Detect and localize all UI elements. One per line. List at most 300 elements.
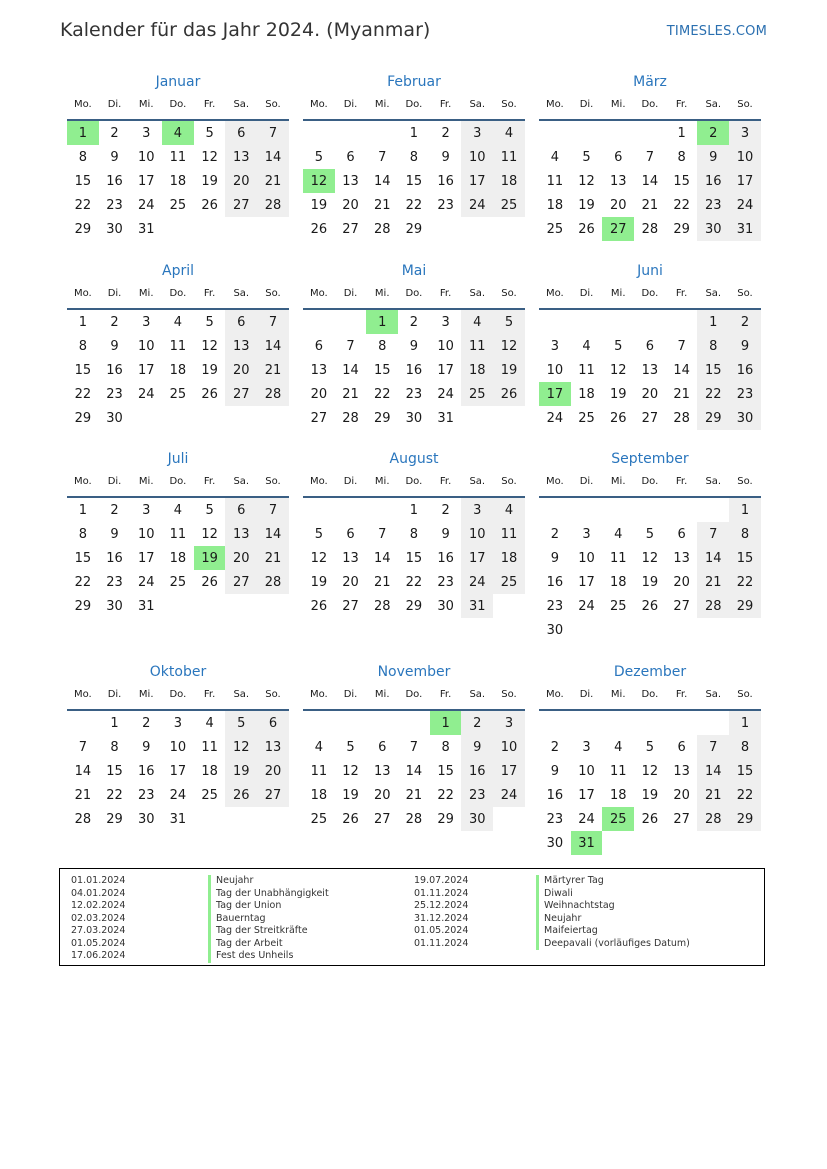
day-grid xyxy=(303,498,525,618)
day-cell: 4 xyxy=(614,739,623,755)
weekday-label: Di. xyxy=(579,288,594,299)
brand-link[interactable]: TIMESLES.COM xyxy=(666,24,767,39)
day-cell: 22 xyxy=(673,197,690,213)
month-title: Januar xyxy=(155,74,201,90)
month-mai xyxy=(303,260,525,430)
day-cell: 27 xyxy=(342,221,359,237)
empty-cell xyxy=(303,498,335,522)
empty-cell xyxy=(335,121,367,145)
holiday-dates-right xyxy=(414,875,468,950)
day-cell: 9 xyxy=(441,149,450,165)
day-cell: 20 xyxy=(673,574,690,590)
day-cell: 28 xyxy=(257,382,289,406)
empty-cell xyxy=(571,498,603,522)
empty-cell xyxy=(571,121,603,145)
day-cell: 22 xyxy=(405,197,423,213)
day-cell: 31 xyxy=(137,221,155,237)
day-cell: 3 xyxy=(142,502,151,518)
day-cell: 20 xyxy=(225,546,257,570)
holiday-day-cell: 1 xyxy=(430,711,462,735)
day-cell: 21 xyxy=(405,787,423,803)
day-cell: 10 xyxy=(578,550,595,566)
day-cell: 24 xyxy=(578,598,595,614)
day-cell: 7 xyxy=(257,498,289,522)
day-cell: 30 xyxy=(106,410,123,426)
day-cell: 15 xyxy=(373,362,391,378)
day-cell: 24 xyxy=(137,197,155,213)
weekday-header xyxy=(67,282,289,310)
day-cell: 14 xyxy=(257,145,289,169)
weekday-label: Fr. xyxy=(203,288,216,299)
empty-cell xyxy=(398,711,430,735)
day-cell: 16 xyxy=(106,550,123,566)
day-cell: 22 xyxy=(729,783,761,807)
day-cell: 19 xyxy=(641,574,659,590)
day-cell: 20 xyxy=(641,386,659,402)
day-cell: 2 xyxy=(110,502,119,518)
weekday-label: Sa. xyxy=(705,288,722,299)
day-cell: 23 xyxy=(546,598,564,614)
day-cell: 6 xyxy=(677,526,686,542)
day-cell: 29 xyxy=(729,807,761,831)
day-grid xyxy=(539,498,761,642)
day-cell: 26 xyxy=(310,221,328,237)
weekday-label: Mi. xyxy=(374,689,390,700)
holiday-name: Diwali xyxy=(536,888,690,901)
day-grid xyxy=(303,711,525,831)
weekday-label: Do. xyxy=(169,689,187,700)
weekday-label: So. xyxy=(501,99,517,110)
weekday-header xyxy=(67,470,289,498)
day-cell: 2 xyxy=(550,739,559,755)
holiday-name: Tag der Unabhängigkeit xyxy=(208,888,329,901)
day-cell: 19 xyxy=(493,358,525,382)
holiday-date: 02.03.2024 xyxy=(71,912,126,924)
day-cell: 1 xyxy=(729,498,761,522)
day-cell: 31 xyxy=(437,410,454,426)
weekday-label: Mi. xyxy=(610,99,626,110)
day-cell: 15 xyxy=(405,173,423,189)
holiday-date: 01.11.2024 xyxy=(414,887,469,899)
day-cell: 7 xyxy=(677,338,686,354)
day-cell: 3 xyxy=(729,121,761,145)
day-cell: 12 xyxy=(342,763,359,779)
empty-cell xyxy=(697,498,729,522)
weekday-label: So. xyxy=(501,288,517,299)
day-cell: 4 xyxy=(461,310,493,334)
weekday-label: Fr. xyxy=(675,689,688,700)
weekday-label: Fr. xyxy=(439,689,452,700)
day-cell: 20 xyxy=(673,787,690,803)
day-cell: 23 xyxy=(106,197,123,213)
day-cell: 23 xyxy=(697,193,729,217)
day-cell: 13 xyxy=(225,522,257,546)
day-cell: 4 xyxy=(173,314,183,330)
day-cell: 13 xyxy=(609,173,627,189)
day-cell: 23 xyxy=(106,386,123,402)
holiday-date: 01.11.2024 xyxy=(414,937,469,949)
weekday-label: Fr. xyxy=(439,99,452,110)
weekday-label: Mi. xyxy=(138,689,154,700)
day-cell: 9 xyxy=(461,735,493,759)
day-cell: 10 xyxy=(137,338,155,354)
day-cell: 29 xyxy=(673,221,690,237)
day-cell: 1 xyxy=(729,711,761,735)
day-grid xyxy=(539,121,761,241)
day-cell: 10 xyxy=(137,149,155,165)
day-cell: 14 xyxy=(257,522,289,546)
day-cell: 23 xyxy=(106,574,123,590)
month-title: Juli xyxy=(167,451,189,467)
day-cell: 2 xyxy=(110,125,119,141)
day-cell: 10 xyxy=(493,735,525,759)
empty-cell xyxy=(366,498,398,522)
empty-cell xyxy=(539,310,571,334)
day-cell: 12 xyxy=(310,550,328,566)
holiday-date: 12.02.2024 xyxy=(71,900,126,911)
weekday-label: Mo. xyxy=(309,689,328,700)
month-märz xyxy=(539,71,761,241)
day-cell: 10 xyxy=(137,526,155,542)
day-cell: 6 xyxy=(378,739,387,755)
day-cell: 23 xyxy=(546,811,564,827)
holiday-date: 27.03.2024 xyxy=(71,925,126,936)
day-cell: 17 xyxy=(169,763,187,779)
day-cell: 4 xyxy=(582,338,591,354)
day-cell: 18 xyxy=(493,546,525,570)
weekday-label: Mi. xyxy=(610,689,626,700)
weekday-label: Sa. xyxy=(233,476,250,487)
day-cell: 22 xyxy=(373,386,391,402)
day-cell: 5 xyxy=(614,338,623,354)
day-cell: 26 xyxy=(342,811,359,827)
day-cell: 28 xyxy=(342,410,359,426)
day-cell: 25 xyxy=(493,193,525,217)
day-cell: 22 xyxy=(74,386,92,402)
day-cell: 21 xyxy=(373,197,391,213)
weekday-label: Di. xyxy=(579,689,594,700)
month-februar xyxy=(303,71,525,241)
weekday-label: Mi. xyxy=(138,288,154,299)
weekday-label: Sa. xyxy=(705,476,722,487)
day-cell: 26 xyxy=(641,598,659,614)
day-cell: 13 xyxy=(342,550,359,566)
weekday-label: Do. xyxy=(405,476,423,487)
weekday-label: Fr. xyxy=(203,99,216,110)
day-cell: 11 xyxy=(493,145,525,169)
holiday-day-cell: 4 xyxy=(162,121,194,145)
weekday-label: So. xyxy=(265,99,281,110)
day-cell: 8 xyxy=(729,522,761,546)
day-cell: 16 xyxy=(729,358,761,382)
day-cell: 9 xyxy=(729,334,761,358)
day-cell: 11 xyxy=(609,550,627,566)
day-cell: 30 xyxy=(106,221,123,237)
holiday-date: 01.05.2024 xyxy=(414,925,469,936)
day-cell: 26 xyxy=(641,811,659,827)
day-cell: 6 xyxy=(346,526,355,542)
empty-cell xyxy=(602,310,634,334)
day-cell: 6 xyxy=(225,498,257,522)
day-cell: 24 xyxy=(493,783,525,807)
weekday-label: Sa. xyxy=(705,99,722,110)
day-cell: 13 xyxy=(225,145,257,169)
holiday-day-cell: 17 xyxy=(539,382,571,406)
day-cell: 1 xyxy=(677,125,686,141)
day-cell: 13 xyxy=(342,173,359,189)
empty-cell xyxy=(366,121,398,145)
day-cell: 21 xyxy=(342,386,359,402)
weekday-label: Sa. xyxy=(233,99,250,110)
day-cell: 10 xyxy=(461,522,493,546)
day-cell: 25 xyxy=(461,382,493,406)
day-cell: 23 xyxy=(137,787,155,803)
day-cell: 25 xyxy=(201,787,218,803)
day-cell: 30 xyxy=(437,598,454,614)
empty-cell xyxy=(634,711,666,735)
day-cell: 15 xyxy=(437,763,454,779)
weekday-label: Do. xyxy=(169,476,187,487)
month-title: Oktober xyxy=(149,664,207,680)
weekday-header xyxy=(303,470,525,498)
day-grid xyxy=(67,310,289,430)
holiday-name: Märtyrer Tag xyxy=(536,875,690,888)
day-cell: 20 xyxy=(225,169,257,193)
day-cell: 6 xyxy=(346,149,355,165)
day-grid xyxy=(67,711,289,831)
day-cell: 3 xyxy=(493,711,525,735)
day-cell: 11 xyxy=(201,739,218,755)
day-cell: 28 xyxy=(641,221,659,237)
day-cell: 9 xyxy=(550,763,559,779)
day-grid xyxy=(539,711,761,855)
weekday-label: Mi. xyxy=(374,288,390,299)
holiday-date: 19.07.2024 xyxy=(414,875,469,886)
empty-cell xyxy=(539,121,571,145)
day-cell: 25 xyxy=(169,197,187,213)
day-cell: 9 xyxy=(441,526,450,542)
day-cell: 13 xyxy=(257,735,289,759)
month-title: April xyxy=(162,263,194,279)
weekday-label: Do. xyxy=(641,99,659,110)
weekday-label: Sa. xyxy=(469,476,486,487)
day-cell: 21 xyxy=(673,386,690,402)
day-cell: 26 xyxy=(225,783,257,807)
day-cell: 5 xyxy=(645,526,655,542)
empty-cell xyxy=(539,711,571,735)
day-cell: 25 xyxy=(609,598,627,614)
day-cell: 15 xyxy=(697,358,729,382)
day-cell: 1 xyxy=(78,502,87,518)
weekday-label: Do. xyxy=(169,288,187,299)
day-cell: 3 xyxy=(550,338,559,354)
day-cell: 16 xyxy=(106,362,123,378)
day-cell: 8 xyxy=(729,735,761,759)
day-cell: 7 xyxy=(697,522,729,546)
day-cell: 4 xyxy=(314,739,323,755)
day-grid xyxy=(539,310,761,430)
month-oktober xyxy=(67,661,289,831)
day-grid xyxy=(303,310,525,430)
day-cell: 14 xyxy=(697,759,729,783)
weekday-label: Mo. xyxy=(309,476,328,487)
month-juni xyxy=(539,260,761,430)
day-cell: 16 xyxy=(405,362,423,378)
day-cell: 15 xyxy=(729,759,761,783)
empty-cell xyxy=(335,310,367,334)
day-cell: 18 xyxy=(609,574,627,590)
day-cell: 16 xyxy=(461,759,493,783)
empty-cell xyxy=(666,498,698,522)
day-cell: 18 xyxy=(169,173,187,189)
weekday-label: Mi. xyxy=(138,476,154,487)
weekday-label: Mo. xyxy=(545,288,564,299)
day-cell: 8 xyxy=(677,149,686,165)
day-cell: 6 xyxy=(225,121,257,145)
day-cell: 18 xyxy=(461,358,493,382)
weekday-label: So. xyxy=(265,476,281,487)
day-cell: 30 xyxy=(729,406,761,430)
weekday-label: Fr. xyxy=(203,689,216,700)
weekday-label: Mo. xyxy=(73,99,92,110)
weekday-label: Mi. xyxy=(374,99,390,110)
day-cell: 27 xyxy=(225,193,257,217)
day-cell: 14 xyxy=(673,362,690,378)
day-cell: 8 xyxy=(697,334,729,358)
day-cell: 22 xyxy=(74,197,92,213)
holiday-name: Deepavali (vorläufiges Datum) xyxy=(536,938,690,951)
day-grid xyxy=(67,121,289,241)
day-cell: 6 xyxy=(645,338,655,354)
day-cell: 20 xyxy=(225,358,257,382)
day-cell: 26 xyxy=(609,410,627,426)
day-cell: 31 xyxy=(169,811,187,827)
day-cell: 17 xyxy=(461,169,493,193)
day-cell: 22 xyxy=(405,574,423,590)
weekday-label: Fr. xyxy=(675,99,688,110)
day-cell: 25 xyxy=(546,221,564,237)
day-cell: 13 xyxy=(673,550,690,566)
month-juli xyxy=(67,448,289,618)
weekday-label: Sa. xyxy=(469,288,486,299)
day-cell: 13 xyxy=(673,763,690,779)
empty-cell xyxy=(697,711,729,735)
day-cell: 28 xyxy=(74,811,92,827)
weekday-label: So. xyxy=(737,689,753,700)
day-cell: 2 xyxy=(441,502,450,518)
holiday-name: Tag der Union xyxy=(208,900,329,913)
empty-cell xyxy=(571,310,603,334)
day-cell: 6 xyxy=(257,711,289,735)
month-september xyxy=(539,448,761,642)
day-cell: 5 xyxy=(582,149,591,165)
holiday-date: 04.01.2024 xyxy=(71,887,126,899)
day-cell: 15 xyxy=(405,550,423,566)
day-cell: 8 xyxy=(78,149,87,165)
day-cell: 15 xyxy=(729,546,761,570)
day-cell: 17 xyxy=(729,169,761,193)
day-cell: 13 xyxy=(310,362,328,378)
day-cell: 26 xyxy=(201,197,218,213)
day-cell: 14 xyxy=(342,362,359,378)
day-cell: 1 xyxy=(409,502,419,518)
day-cell: 7 xyxy=(409,739,419,755)
weekday-label: Mi. xyxy=(610,288,626,299)
day-cell: 5 xyxy=(314,526,323,542)
day-cell: 28 xyxy=(405,811,423,827)
day-cell: 24 xyxy=(137,574,155,590)
day-cell: 29 xyxy=(697,406,729,430)
day-cell: 17 xyxy=(137,550,155,566)
weekday-label: Di. xyxy=(579,99,594,110)
weekday-label: So. xyxy=(737,99,753,110)
day-cell: 24 xyxy=(437,386,454,402)
day-cell: 28 xyxy=(697,594,729,618)
day-cell: 27 xyxy=(373,811,391,827)
day-cell: 1 xyxy=(110,715,119,731)
day-cell: 24 xyxy=(578,811,595,827)
day-cell: 2 xyxy=(142,715,151,731)
day-cell: 22 xyxy=(106,787,123,803)
day-cell: 4 xyxy=(614,526,623,542)
day-cell: 15 xyxy=(106,763,123,779)
holiday-day-cell: 1 xyxy=(366,310,398,334)
weekday-label: So. xyxy=(737,288,753,299)
day-cell: 21 xyxy=(697,783,729,807)
weekday-label: Mo. xyxy=(545,689,564,700)
day-cell: 13 xyxy=(641,362,659,378)
day-cell: 24 xyxy=(461,570,493,594)
empty-cell xyxy=(303,711,335,735)
day-cell: 19 xyxy=(578,197,595,213)
day-cell: 6 xyxy=(677,739,686,755)
day-cell: 10 xyxy=(546,362,564,378)
day-cell: 16 xyxy=(106,173,123,189)
day-cell: 26 xyxy=(310,598,328,614)
day-cell: 28 xyxy=(373,221,391,237)
empty-cell xyxy=(335,498,367,522)
day-cell: 9 xyxy=(110,526,119,542)
day-cell: 19 xyxy=(201,173,218,189)
day-cell: 25 xyxy=(578,410,595,426)
weekday-label: Sa. xyxy=(233,689,250,700)
weekday-label: Do. xyxy=(405,689,423,700)
day-cell: 26 xyxy=(578,221,595,237)
weekday-label: Di. xyxy=(343,689,358,700)
day-cell: 9 xyxy=(142,739,151,755)
day-cell: 16 xyxy=(437,550,454,566)
day-cell: 18 xyxy=(169,362,187,378)
day-cell: 27 xyxy=(225,570,257,594)
day-cell: 18 xyxy=(169,550,187,566)
weekday-label: Di. xyxy=(343,99,358,110)
day-cell: 27 xyxy=(257,783,289,807)
day-cell: 30 xyxy=(106,598,123,614)
day-cell: 24 xyxy=(461,193,493,217)
holiday-day-cell: 31 xyxy=(571,831,603,855)
day-cell: 14 xyxy=(74,763,92,779)
day-cell: 7 xyxy=(78,739,87,755)
day-cell: 28 xyxy=(257,570,289,594)
holiday-date: 01.05.2024 xyxy=(71,937,126,949)
holiday-name: Neujahr xyxy=(208,875,329,888)
month-november xyxy=(303,661,525,831)
day-cell: 7 xyxy=(378,149,387,165)
day-cell: 4 xyxy=(550,149,559,165)
page-title: Kalender für das Jahr 2024. (Myanmar) xyxy=(60,19,431,41)
holiday-day-cell: 2 xyxy=(697,121,729,145)
day-cell: 1 xyxy=(409,125,419,141)
